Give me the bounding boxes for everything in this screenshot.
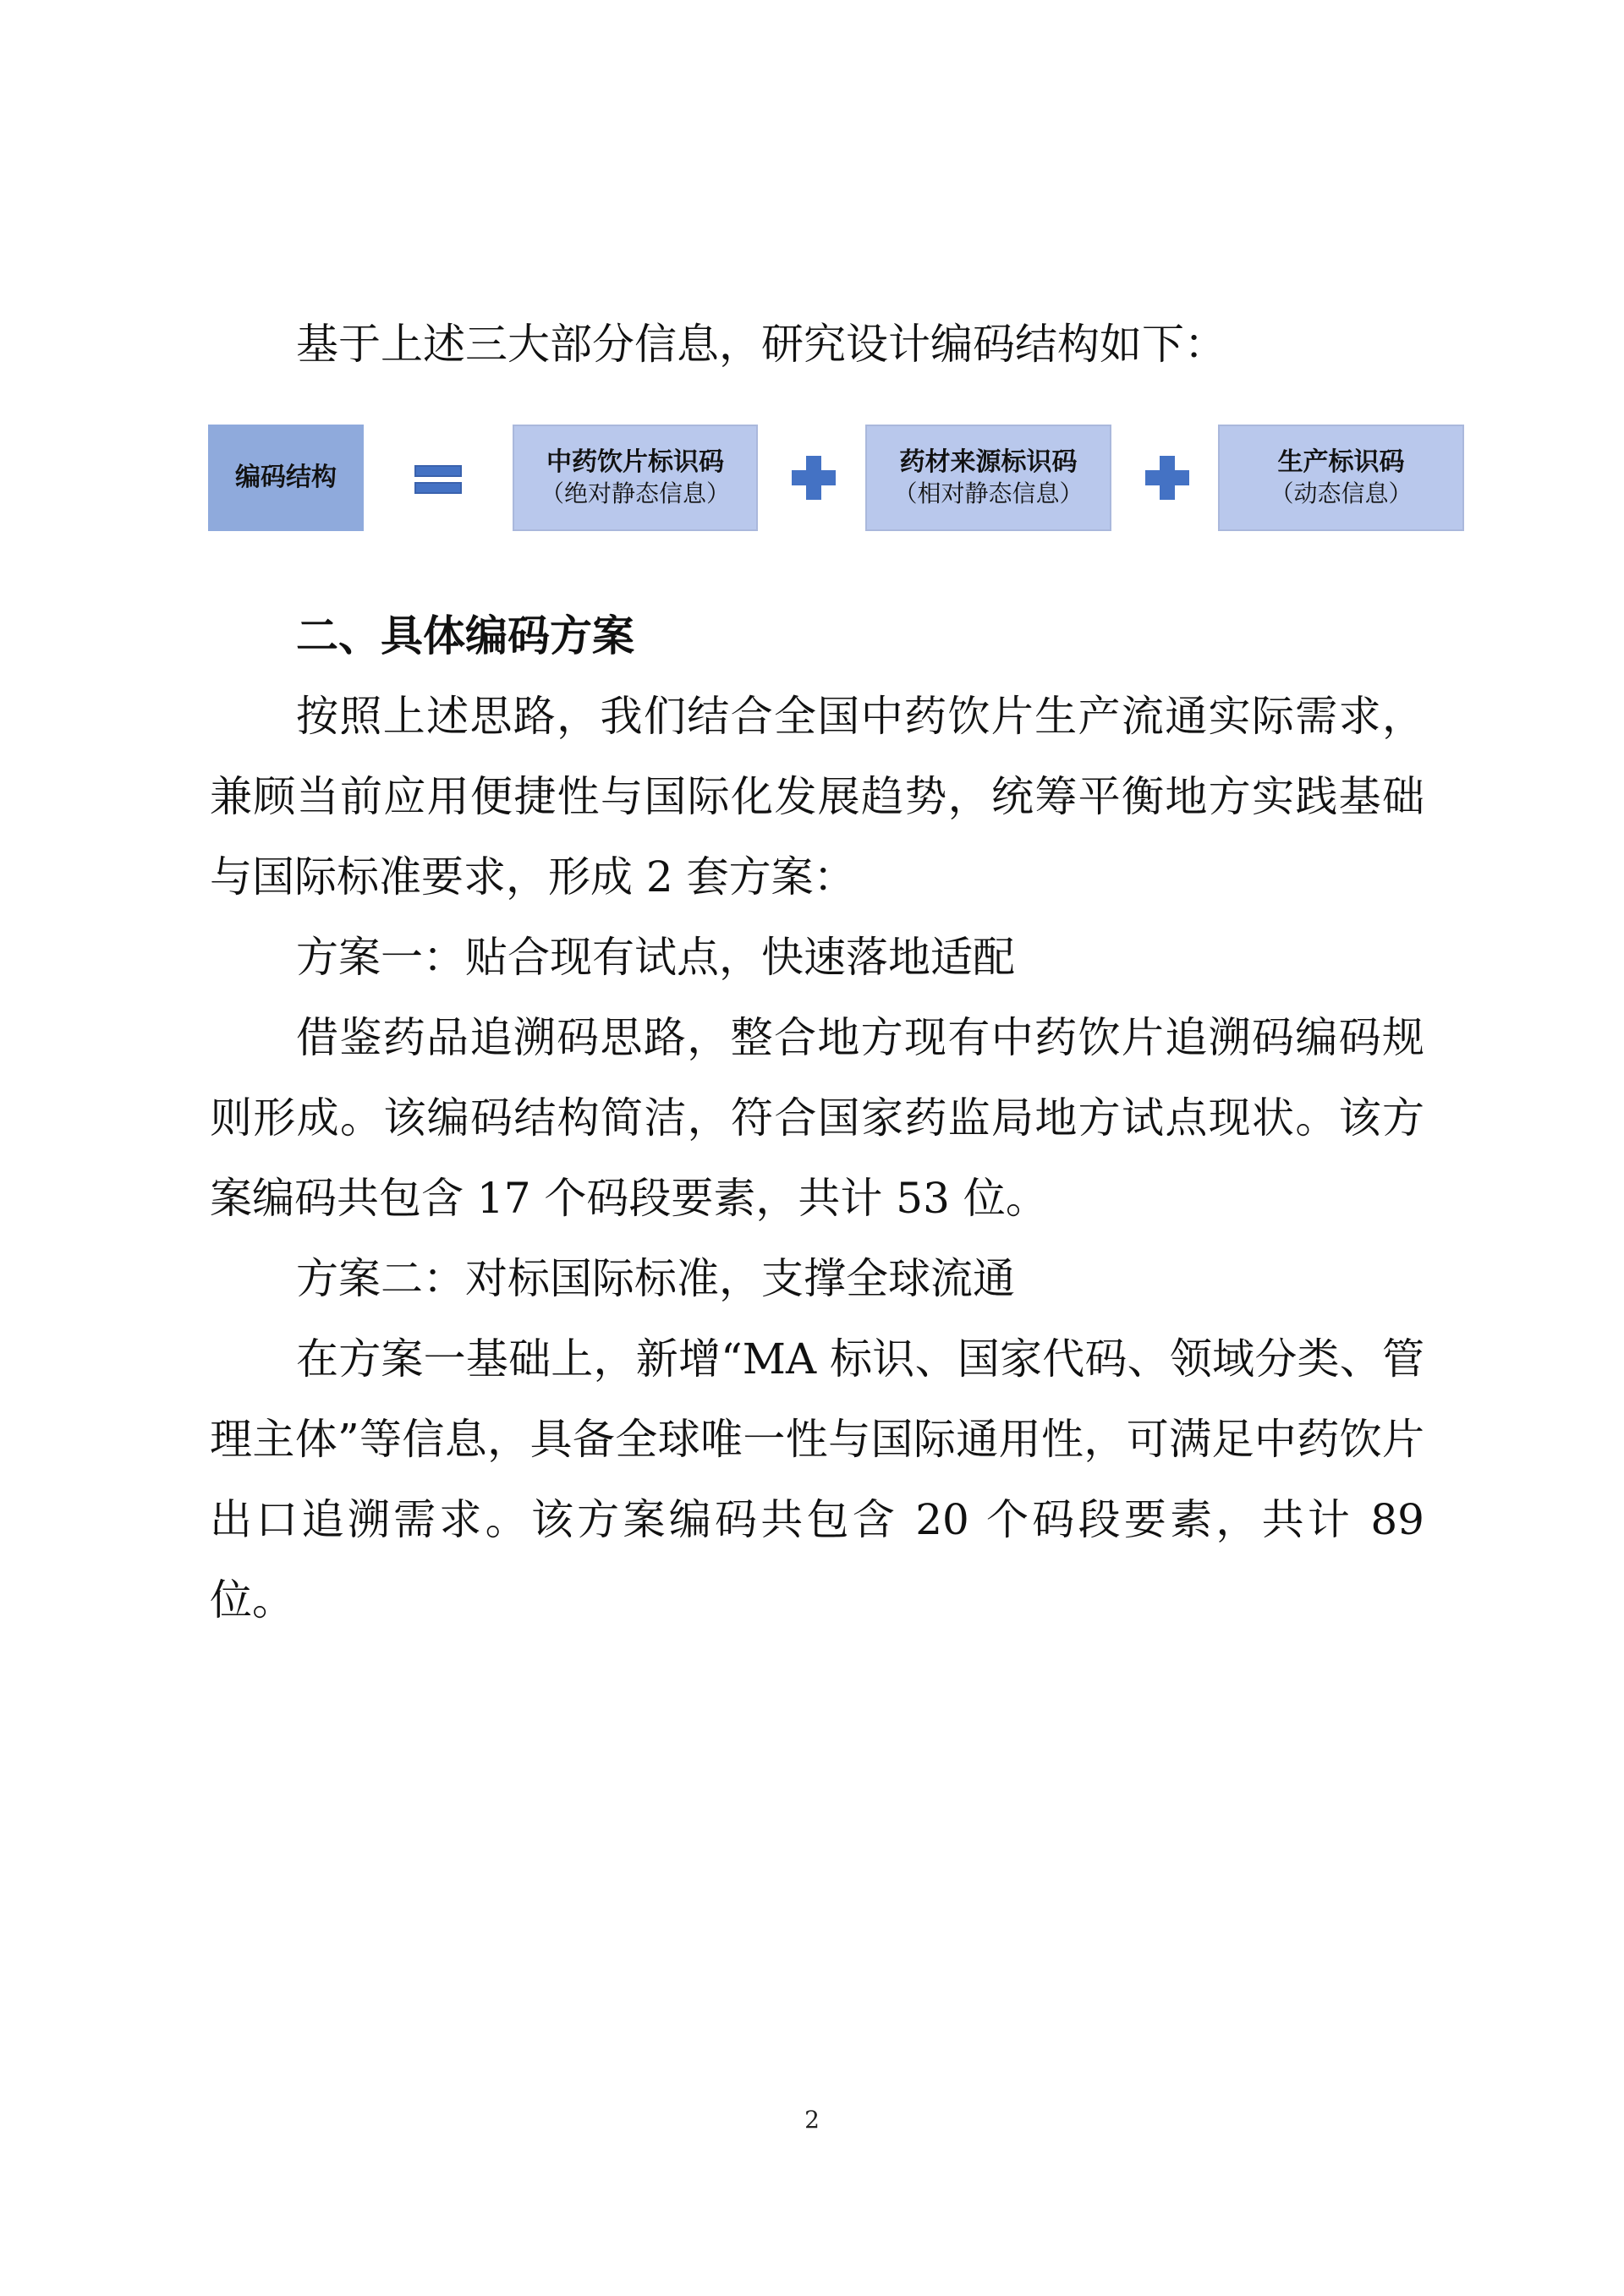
production-id-title: 生产标识码 xyxy=(1277,447,1405,477)
encoding-structure-diagram xyxy=(208,425,1468,533)
plan-2-body: 在方案一基础上，新增“MA 标识、国家代码、领域分类、管理主体”等信息，具备全球唯一性与国际通用性，可满足中药饮片出口追溯需求。该方案编码共包含 20 个码段要素，共计 89 位。 xyxy=(210,1334,1424,1625)
plus-icon xyxy=(792,456,836,500)
herbal-pieces-id-title: 中药饮片标识码 xyxy=(546,447,724,477)
material-source-id-box xyxy=(865,425,1111,531)
encoding-structure-label: 编码结构 xyxy=(235,463,337,492)
material-source-id-title: 药材来源标识码 xyxy=(899,447,1078,477)
encoding-structure-box xyxy=(208,425,364,531)
equals-icon xyxy=(414,465,462,494)
page-number: 2 xyxy=(804,2106,820,2134)
plan-1-title: 方案一：贴合现有试点，快速落地适配 xyxy=(296,933,1015,982)
plan-1-body: 借鉴药品追溯码思路，整合地方现有中药饮片追溯码编码规则形成。该编码结构简洁，符合国家药监局地方试点现状。该方案编码共包含 17 个码段要素，共计 53 位。 xyxy=(210,1013,1424,1223)
production-id-subtitle: （动态信息） xyxy=(1270,479,1413,507)
production-id-box xyxy=(1218,425,1464,531)
paragraph-1: 按照上述思路，我们结合全国中药饮片生产流通实际需求，兼顾当前应用便捷性与国际化发展趋势，统筹平衡地方实践基础与国际标准要求，形成 2 套方案： xyxy=(210,692,1424,901)
herbal-pieces-id-subtitle: （绝对静态信息） xyxy=(540,479,730,507)
intro-paragraph: 基于上述三大部分信息，研究设计编码结构如下： xyxy=(296,320,1226,369)
plan-2-title: 方案二：对标国际标准，支撑全球流通 xyxy=(296,1254,1015,1303)
plus-icon xyxy=(1145,456,1189,500)
herbal-pieces-id-box xyxy=(513,425,758,531)
section-heading: 二、具体编码方案 xyxy=(296,611,634,660)
material-source-id-subtitle: （相对静态信息） xyxy=(893,479,1084,507)
